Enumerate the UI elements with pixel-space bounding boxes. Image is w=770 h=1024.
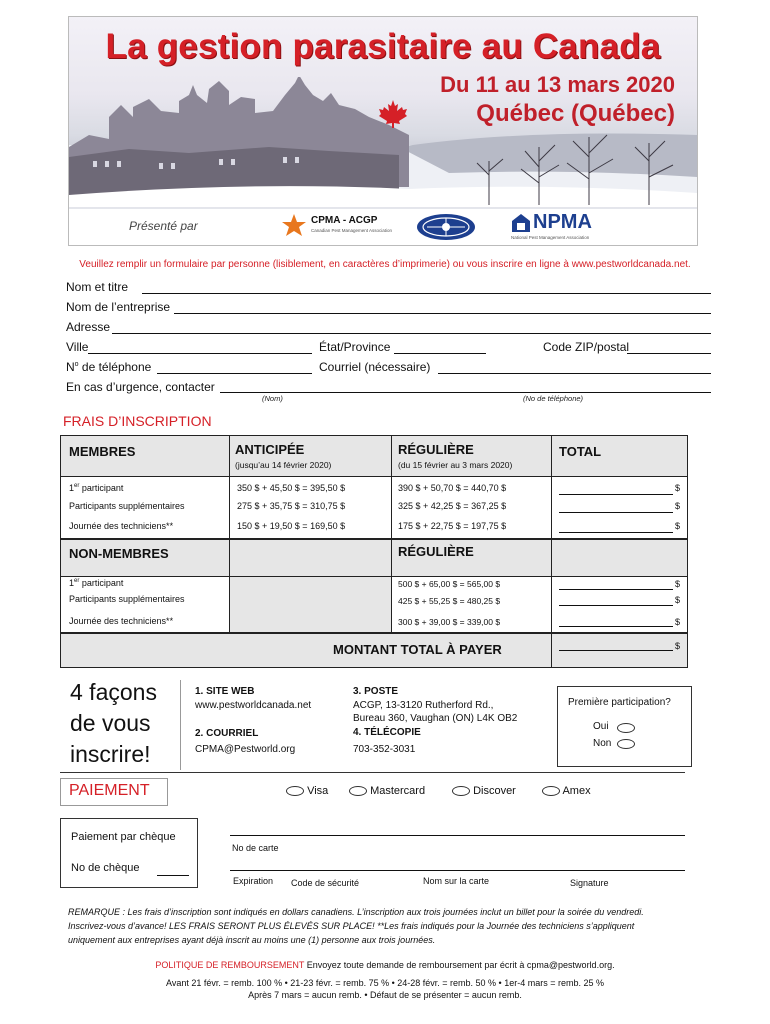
address-field[interactable] bbox=[112, 333, 711, 334]
cpma-leaf-icon bbox=[281, 213, 307, 239]
emergency-label: En cas d’urgence, contacter bbox=[66, 380, 215, 394]
remark-line-1: REMARQUE : Les frais d’inscription sont indiqués en dollars canadiens. L’inscription aux trois journées inclut un billet pour la soirée du vendredi. bbox=[68, 907, 644, 917]
mastercard-radio[interactable] bbox=[349, 786, 367, 796]
first-time-question: Première participation? bbox=[568, 697, 671, 708]
member-row-3-total-field[interactable] bbox=[559, 532, 673, 533]
grand-total-label: MONTANT TOTAL À PAYER bbox=[333, 642, 502, 657]
cpma-logo bbox=[281, 213, 409, 241]
phone-field[interactable] bbox=[157, 373, 312, 374]
nonmember-row-2-total-field[interactable] bbox=[559, 605, 673, 606]
state-field[interactable] bbox=[394, 353, 486, 354]
nonmember-row-2-label: Participants supplémentaires bbox=[69, 594, 185, 604]
name-label: Nom et titre bbox=[66, 280, 129, 294]
address-label: Adresse bbox=[66, 320, 111, 334]
first-time-no-radio[interactable] bbox=[617, 739, 635, 749]
cpma-logo-subtext: Canadian Pest Management Association bbox=[311, 228, 393, 233]
nonmember-row-3-total-field[interactable] bbox=[559, 626, 673, 627]
member-row-1-early: 350 $ + 45,50 $ = 395,50 $ bbox=[237, 483, 346, 493]
cheque-number-label: No de chèque bbox=[71, 862, 140, 874]
discover-option[interactable] bbox=[452, 785, 516, 797]
ways-title-line1: 4 façons bbox=[70, 679, 157, 705]
first-time-no-label: Non bbox=[593, 738, 612, 749]
member-row-1-total-field[interactable] bbox=[559, 494, 673, 495]
refund-text: Envoyez toute demande de remboursement par écrit à cpma@pestworld.org. bbox=[306, 960, 615, 970]
npma-house-icon bbox=[511, 213, 531, 233]
presented-by-label: Présenté par bbox=[129, 219, 198, 233]
nonmember-row-2-regular: 425 $ + 55,25 $ = 480,25 $ bbox=[398, 596, 501, 606]
first-time-box bbox=[557, 686, 692, 767]
zip-field[interactable] bbox=[627, 353, 711, 354]
member-row-1-currency: $ bbox=[675, 483, 681, 493]
remark-line-3: uniquement aux entreprises ayant déjà inscrit au moins une (1) personne aux trois journées. bbox=[68, 935, 436, 945]
early-subheader: (jusqu’au 14 février 2020) bbox=[235, 460, 332, 470]
early-header: ANTICIPÉE bbox=[235, 442, 305, 457]
npma-logo bbox=[511, 211, 661, 243]
member-row-1-regular: 390 $ + 50,70 $ = 440,70 $ bbox=[398, 483, 507, 493]
member-row-3-regular: 175 $ + 22,75 $ = 197,75 $ bbox=[398, 521, 507, 531]
member-row-3-currency: $ bbox=[675, 521, 681, 531]
post-title: 3. POSTE bbox=[353, 686, 399, 697]
member-row-2-early: 275 $ + 35,75 $ = 310,75 $ bbox=[237, 501, 346, 511]
intro-instructions: Veuillez remplir un formulaire par personne (lisiblement, en caractères d’imprimerie) ou vous inscrire en ligne à www.pestworldcanada.net. bbox=[79, 259, 691, 270]
city-label: Ville bbox=[66, 340, 89, 354]
phone-label-rest: de téléphone bbox=[78, 360, 152, 374]
post-address-line2: Bureau 360, Vaughan (ON) L4K OB2 bbox=[353, 713, 518, 724]
ways-title bbox=[70, 677, 157, 770]
cheque-box bbox=[60, 818, 198, 888]
refund-title: POLITIQUE DE REMBOURSEMENT bbox=[155, 960, 305, 970]
member-row-2-regular: 325 $ + 42,25 $ = 367,25 $ bbox=[398, 501, 507, 511]
cheque-label: Paiement par chèque bbox=[71, 831, 176, 843]
banner-city: Québec (Québec) bbox=[476, 100, 675, 127]
phone-label-o: o bbox=[74, 361, 79, 368]
refund-schedule-line2: Après 7 mars = aucun remb. • Défaut de se présenter = aucun remb. bbox=[248, 990, 522, 1000]
npma-logo-subtext: National Pest Management Association bbox=[511, 235, 590, 240]
website-title: 1. SITE WEB bbox=[195, 686, 255, 697]
mastercard-option[interactable] bbox=[349, 785, 425, 797]
grand-total-currency: $ bbox=[675, 641, 681, 651]
nonmember-row-2-currency: $ bbox=[675, 595, 681, 605]
email-label: Courriel (nécessaire) bbox=[319, 360, 431, 374]
member-row-2-currency: $ bbox=[675, 501, 681, 511]
pest-association-logo-icon bbox=[415, 212, 477, 242]
name-field[interactable] bbox=[142, 293, 711, 294]
website-link[interactable]: www.pestworldcanada.net bbox=[195, 700, 312, 711]
company-label: Nom de l’entreprise bbox=[66, 300, 171, 314]
visa-option[interactable] bbox=[286, 785, 328, 797]
emergency-phone-hint: (No de téléphone) bbox=[523, 394, 584, 403]
cpma-logo-text: CPMA - ACGP bbox=[311, 215, 378, 226]
payment-heading-text: PAIEMENT bbox=[69, 782, 150, 799]
expiration-label: Expiration bbox=[233, 876, 274, 886]
nonmember-row-3-label: Journée des techniciens** bbox=[69, 616, 174, 626]
fees-table bbox=[60, 435, 688, 668]
grand-total-field[interactable] bbox=[559, 650, 673, 651]
emergency-field[interactable] bbox=[220, 392, 711, 393]
company-field[interactable] bbox=[174, 313, 711, 314]
visa-label: Visa bbox=[307, 785, 329, 797]
fees-heading: FRAIS D’INSCRIPTION bbox=[63, 413, 212, 429]
email-link[interactable]: CPMA@Pestworld.org bbox=[195, 744, 296, 755]
regular-subheader: (du 15 février au 3 mars 2020) bbox=[398, 460, 513, 470]
member-row-2-label: Participants supplémentaires bbox=[69, 501, 185, 511]
nonmember-row-1-regular: 500 $ + 65,00 $ = 565,00 $ bbox=[398, 579, 501, 589]
email-title: 2. COURRIEL bbox=[195, 728, 259, 739]
total-header: TOTAL bbox=[559, 444, 602, 459]
member-row-3-label: Journée des techniciens** bbox=[69, 521, 174, 531]
amex-option[interactable] bbox=[542, 785, 591, 797]
visa-radio[interactable] bbox=[286, 786, 304, 796]
nonmember-row-1-total-field[interactable] bbox=[559, 589, 673, 590]
total-col-shade bbox=[551, 538, 687, 576]
member-row-2-total-field[interactable] bbox=[559, 512, 673, 513]
banner-title: La gestion parasitaire au Canada bbox=[105, 27, 661, 66]
nonmember-empty-shade bbox=[229, 538, 391, 632]
payment-heading bbox=[60, 778, 168, 806]
header-banner bbox=[68, 16, 698, 246]
regular-header: RÉGULIÈRE bbox=[398, 442, 474, 457]
first-time-yes-radio[interactable] bbox=[617, 723, 635, 733]
card-number-label: No de carte bbox=[232, 843, 279, 853]
discover-radio[interactable] bbox=[452, 786, 470, 796]
amex-radio[interactable] bbox=[542, 786, 560, 796]
nonmember-row-3-regular: 300 $ + 39,00 $ = 339,00 $ bbox=[398, 617, 501, 627]
discover-label: Discover bbox=[473, 785, 516, 797]
nonmember-regular-header: RÉGULIÈRE bbox=[398, 544, 474, 559]
card-details-field[interactable] bbox=[230, 870, 685, 871]
nonmember-row-1-currency: $ bbox=[675, 579, 681, 589]
phone-label-n: N bbox=[66, 360, 75, 374]
nonmember-row-3-currency: $ bbox=[675, 617, 681, 627]
post-address-line1: ACGP, 13-3120 Rutherford Rd., bbox=[353, 700, 494, 711]
members-header: MEMBRES bbox=[69, 444, 136, 459]
first-time-yes-label: Oui bbox=[593, 721, 609, 732]
city-field[interactable] bbox=[88, 353, 312, 354]
card-name-label: Nom sur la carte bbox=[423, 876, 490, 886]
signature-label: Signature bbox=[570, 878, 609, 888]
cheque-number-field[interactable] bbox=[157, 875, 189, 876]
phone-label bbox=[66, 360, 151, 374]
emergency-name-hint: (Nom) bbox=[262, 394, 283, 403]
ways-title-line2: de vous bbox=[70, 710, 151, 736]
remark-line-2: Inscrivez-vous d’avance! LES FRAIS SERONT PLUS ÉLEVÉS SUR PLACE! **Les frais indiqués pour la Journée des techniciens s’appliquent bbox=[68, 921, 635, 931]
amex-label: Amex bbox=[562, 785, 591, 797]
ways-title-line3: inscrire! bbox=[70, 741, 151, 767]
member-row-1-label: 1er participant bbox=[69, 483, 124, 493]
nonmembers-header: NON-MEMBRES bbox=[69, 546, 169, 561]
npma-logo-text: NPMA bbox=[533, 211, 592, 233]
email-field[interactable] bbox=[438, 373, 711, 374]
refund-policy bbox=[60, 960, 710, 970]
member-row-3-early: 150 $ + 19,50 $ = 169,50 $ bbox=[237, 521, 346, 531]
fax-number: 703-352-3031 bbox=[353, 744, 416, 755]
mastercard-label: Mastercard bbox=[370, 785, 426, 797]
security-code-label: Code de sécurité bbox=[291, 878, 360, 888]
card-number-field[interactable] bbox=[230, 835, 685, 836]
remark-note bbox=[68, 905, 718, 947]
banner-dates: Du 11 au 13 mars 2020 bbox=[440, 72, 675, 97]
nonmember-row-1-label: 1er participant bbox=[69, 578, 124, 588]
quebec-city-photo bbox=[69, 77, 697, 207]
fax-title: 4. TÉLÉCOPIE bbox=[353, 727, 421, 738]
state-label: État/Province bbox=[319, 340, 391, 354]
refund-schedule-line1: Avant 21 févr. = remb. 100 % • 21-23 févr. = remb. 75 % • 24-28 févr. = remb. 50 % • 1er-4 mars = remb. 25 % bbox=[166, 978, 604, 988]
maple-leaf-icon bbox=[378, 99, 408, 129]
zip-label: Code ZIP/postal bbox=[543, 340, 630, 354]
